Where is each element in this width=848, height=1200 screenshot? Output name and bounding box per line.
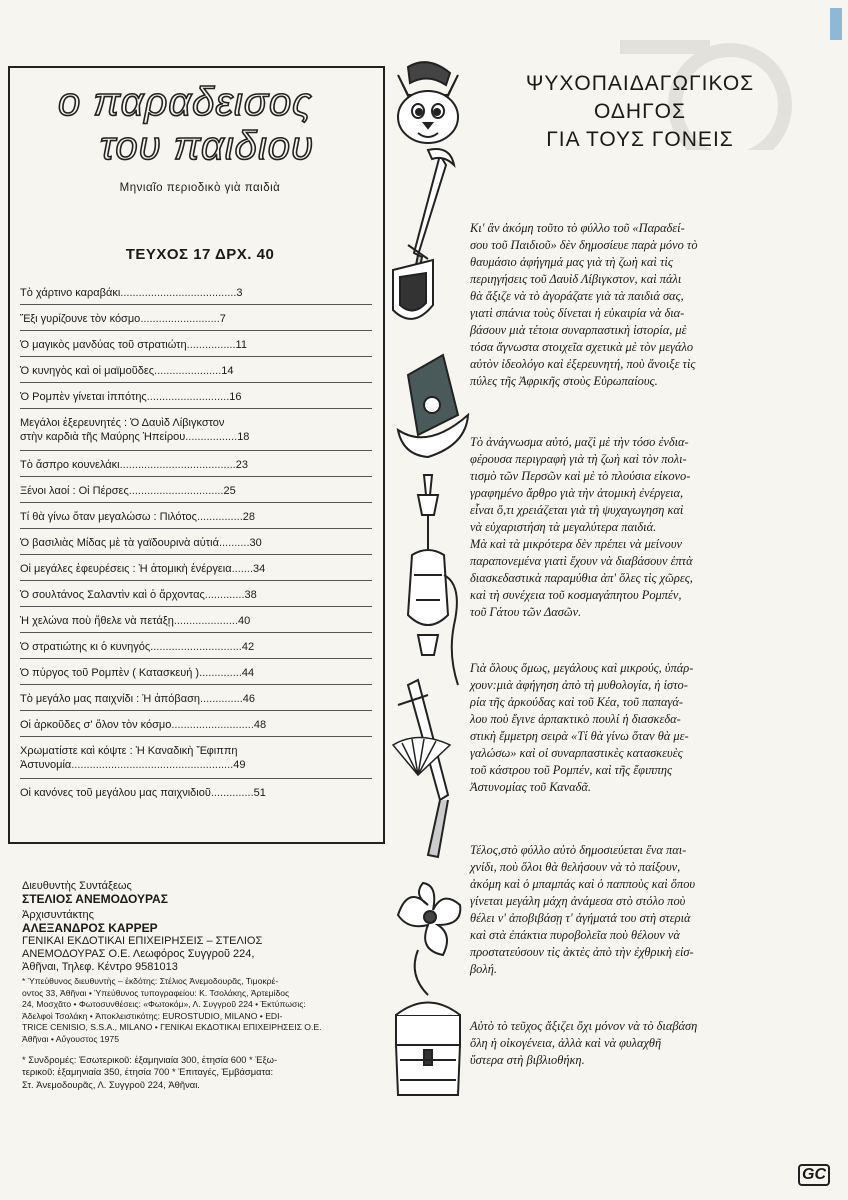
masthead-subtitle: Μηνιαῖο περιοδικὸ γιὰ παιδιὰ — [119, 182, 281, 194]
paragraph-line: ἀκόμη καὶ ὁ μπαμπάς καὶ ὁ παπποὺς καὶ ὅπου — [470, 877, 696, 891]
gc-mark: GC — [798, 1164, 830, 1186]
paragraph-line: διασκεδαστικὰ παραμύθια ἀπ' ὅλες τὶς χῶρες, — [470, 571, 693, 585]
publisher-line-3: Ἀθῆναι, Τηλεφ. Κέντρο 9581013 — [22, 961, 178, 973]
flower-icon — [398, 883, 460, 995]
paragraph-line: Κι' ἂν ἀκόμη τοῦτο τὸ φύλλο τοῦ «Παραδεί- — [470, 221, 685, 235]
toc-page-number: 30 — [249, 537, 262, 549]
toc-page-number: 23 — [235, 459, 248, 471]
toc-item — [20, 416, 372, 444]
subscription-line-2: τερικοῦ: ἐξαμηνιαία 350, ἐτησία 700 * Ἐπιταγές, Ἐμβάσματα: — [22, 1066, 274, 1078]
toc-title-continued: Ἀστυνομία — [20, 759, 72, 771]
subscription-line-3: Στ. Ἀνεμοδουρᾶς, Λ. Συγγροῦ 224, Ἀθῆναι. — [22, 1078, 200, 1090]
publisher-line-2: ΑΝΕΜΟΔΟΥΡΑΣ Ο.Ε. Λεωφόρος Συγγροῦ 224, — [22, 948, 255, 960]
paragraph-line: Τὸ ἀνάγνωσμα αὐτό, μαζὶ μὲ τὴν τόσο ἐνδια- — [470, 435, 689, 449]
toc-separator — [20, 356, 372, 357]
toc-separator — [20, 632, 372, 633]
paragraph-line: Μὰ καὶ τὰ μικρότερα δὲν πρέπει νὰ μείνουν — [470, 537, 683, 551]
toc-page-number: 48 — [253, 719, 267, 731]
toc-title: Ξένοι λαοί : Οἱ Πέρσες — [20, 485, 129, 497]
paragraph-line: λου ποὺ ἔγινε ἁρπακτικὸ πουλί ἡ διασκεδα- — [470, 712, 681, 726]
toc-title: Μεγάλοι ἐξερευνητές : Ὁ Δαυὶδ Λίβιγκστον — [20, 417, 225, 429]
imprint-line-1: * Ὑπεύθυνος διευθυντὴς – ἐκδότης: Στέλιος Ἀνεμοδουρᾶς, Τιμοκρέ- — [22, 976, 279, 986]
paragraph-line: ρία τῆς ἀρκούδας καὶ τοῦ Κέα, τοῦ παπαγά- — [470, 695, 683, 709]
toc-title: Ὁ μαγικὸς μανδύας τοῦ στρατιώτη — [20, 339, 187, 351]
chief-label: Ἀρχισυντάκτης — [22, 909, 94, 921]
paragraph-line: θαυμάσιο ἀφήγημά μας γιὰ τὴ ζωὴ καὶ τὶς — [470, 255, 673, 269]
toc-leader-dots: .............................. — [150, 641, 242, 653]
paragraph-line: τισμὸ τῶν Περσῶν καὶ μὲ τὸ πλούσια εἰκονο- — [470, 469, 691, 483]
toc-leader-dots: ............. — [204, 589, 245, 601]
toc-title: Τὸ ἄσπρο κουνελάκι — [20, 459, 120, 471]
guide-title-line-3: ΓΙΑ ΤΟΥΣ ΓΟΝΕΙΣ — [546, 128, 734, 151]
paragraph-2 — [470, 434, 810, 621]
toc-page-number: 7 — [219, 313, 226, 325]
masthead-line-2: του παιδιου — [100, 124, 315, 168]
toc-item — [20, 718, 372, 732]
editor-name: ΣΤΕΛΙΟΣ ΑΝΕΜΟΔΟΥΡΑΣ — [22, 892, 168, 906]
toc-leader-dots: ................ — [186, 339, 236, 351]
toc-leader-dots: ...................................... — [120, 287, 237, 299]
paragraph-line: βολή. — [470, 962, 497, 976]
toc-title: Χρωματίστε καὶ κόψτε : Ἡ Καναδικὴ Ἔφιππη — [20, 745, 238, 757]
toc-item — [20, 312, 372, 326]
paragraph-1 — [470, 220, 810, 390]
paragraph-line: γίνεται μεγάλη μάχη ἀνάμεσα στὸ στόλο ποὺ — [470, 894, 686, 908]
toc-page-number: 28 — [242, 511, 256, 523]
toc-leader-dots: .............. — [210, 787, 254, 799]
toc-item — [20, 484, 372, 498]
toc-separator — [20, 528, 372, 529]
cat-head-icon — [398, 62, 458, 143]
toc-leader-dots: ...................................... — [119, 459, 236, 471]
paragraph-line: χουν:μιὰ ἀφήγηση ἀπὸ τὴ μυθολογία, ἡ ἱστο- — [470, 678, 688, 692]
toc-leader-dots: ............................... — [128, 485, 224, 497]
paragraph-line: πύλες τῆς Ἀφρικῆς στοὺς Εὐρωπαίους. — [470, 374, 658, 388]
shield-icon — [393, 260, 433, 319]
toc-item — [20, 458, 372, 472]
paragraph-line: γαλώσω» καὶ οἱ συναρπαστικὲς κατασκευὲς — [470, 746, 683, 760]
paragraph-line: σου τοῦ Παιδιοῦ» δὲν δημοσίευε παρὰ μόνο τὸ — [470, 238, 698, 252]
masthead-line-1: ο παραδεισος — [58, 80, 313, 124]
subscription-line-1: * Συνδρομές: Ἐσωτερικοῦ: ἐξαμηνιαία 300, ἐτησία 600 * Ἐξω- — [22, 1053, 278, 1065]
toc-title: Ὁ πύργος τοῦ Ρομπὲν ( Κατασκευή ) — [20, 667, 200, 679]
toc-title: Ἔξι γυρίζουνε τὸν κόσμο — [20, 313, 141, 325]
toc-leader-dots: ....... — [231, 563, 254, 575]
toc-item — [20, 640, 372, 654]
toc-separator — [20, 684, 372, 685]
paragraph-line: φέρουσα περιγραφὴ γιὰ τὴ ζωὴ καὶ τὸν πολι- — [470, 452, 687, 466]
toc-page-number: 14 — [221, 365, 234, 377]
toc-separator — [20, 330, 372, 331]
paragraph-line: Αὐτὸ τὸ τεῦχος ἄξιζει ὄχι μόνον νὰ τὸ διαβάση — [470, 1019, 698, 1033]
treasure-chest-icon — [396, 1003, 460, 1096]
paragraph-line: προστατεύσουν τὶς ἀκτὲς ἀπὸ τὴν ἐχθρικὴ εἰσ- — [470, 945, 694, 959]
toc-title: Οἱ κανόνες τοῦ μεγάλου μας παιχνιδιοῦ — [20, 787, 211, 799]
toc-leader-dots: .......... — [218, 537, 250, 549]
toc-leader-dots: ..................................................... — [71, 759, 234, 771]
fez-hat-icon — [398, 355, 468, 457]
paragraph-line: θὰ ἄξιζε νὰ τὸ ἀγοράζατε γιὰ τὰ παιδιά σας, — [470, 289, 684, 303]
toc-title: Ὁ κυνηγὸς καὶ οἱ μαϊμοῦδες — [20, 365, 155, 377]
imprint-line-6: Ἀθῆναι • Αὔγουστος 1975 — [22, 1033, 119, 1044]
toc-title: Τί θὰ γίνω ὅταν μεγαλώσω : Πιλότος — [20, 511, 197, 523]
toc-separator — [20, 580, 372, 581]
toc-item — [20, 666, 372, 680]
toc-page-number: 18 — [237, 431, 250, 443]
paragraph-line: αὐτὸν ἰδεολόγο καὶ ἐξερευνητή, ποὺ ἄνοιξε τὶς — [470, 357, 696, 371]
toc-page-number: 16 — [229, 391, 242, 403]
toc-leader-dots: ...................... — [154, 365, 222, 377]
toc-leader-dots: ........................... — [171, 719, 254, 731]
toc-title: Ἡ χελώνα ποὺ ἤθελε νὰ πετάξῃ — [20, 615, 174, 627]
toc-leader-dots: ................. — [185, 431, 238, 443]
paragraph-line: καὶ στὰ ἐπάκτια πυροβολεῖα ποὺ θέλουν νὰ — [470, 928, 680, 942]
toc-leader-dots: ..................... — [173, 615, 238, 627]
paragraph-line: τοῦ κάστρου τοῦ Ρομπέν, καὶ τῆς ἔφιππης — [470, 763, 672, 777]
toc-title-continued: στὴν καρδιὰ τῆς Μαύρης Ἠπείρου — [20, 431, 186, 443]
paragraph-line: Γιὰ ὅλους ὅμως, μεγάλους καὶ μικρούς, ὑπάρ- — [470, 661, 694, 675]
decorative-illustrations — [388, 55, 470, 1125]
chief-name: ΑΛΕΞΑΝΔΡΟΣ ΚΑΡΡΕΡ — [22, 921, 158, 935]
toc-item — [20, 390, 372, 404]
guide-title — [470, 70, 810, 154]
toc-leader-dots: ........................... — [146, 391, 230, 403]
toc-title: Ὁ στρατιώτης κι ὁ κυνηγός — [20, 641, 151, 653]
imprint-line-4: Ἀδελφοὶ Τσολάκη • Ἀποκλειστικότης: EUROSTUDIO, MILANO • EDI- — [22, 1010, 283, 1021]
credits — [22, 880, 382, 1091]
paragraph-line: γραφημένο ἄρθρο γιὰ τὴν ἀτομικὴ ἐνέργεια, — [470, 486, 684, 500]
toc-separator — [20, 450, 372, 451]
toc-item — [20, 510, 372, 524]
toc-separator — [20, 502, 372, 503]
toc-separator — [20, 476, 372, 477]
guide-title-line-2: ΟΔΗΓΟΣ — [594, 100, 686, 123]
toc-page-number: 25 — [223, 485, 236, 497]
paragraph-line: Ἀστυνομίας τοῦ Καναδᾶ. — [470, 780, 591, 794]
toc-title: Ὁ Ρομπὲν γίνεται ἱππότης — [20, 391, 147, 403]
toc-item — [20, 536, 372, 550]
toc-item — [20, 692, 372, 706]
paragraph-line: θέλει ν' ἀποβιβάσῃ τ' ἀγήματά του στὴ στεριὰ — [470, 911, 691, 925]
toc-title: Ὁ σουλτάνος Σαλαντὶν καὶ ὁ ἄρχοντας — [20, 589, 205, 601]
publisher-line-1: ΓΕΝΙΚΑΙ ΕΚΔΟΤΙΚΑΙ ΕΠΙΧΕΙΡΗΣΕΙΣ – ΣΤΕΛΙΟΣ — [22, 935, 263, 947]
toc-leader-dots: ............... — [196, 511, 243, 523]
paragraph-line: νὰ εὐχαριστήση τὰ μεγαλύτερα παιδιά. — [470, 520, 657, 534]
toc-separator — [20, 710, 372, 711]
toc-item — [20, 364, 372, 378]
issue-number: ΤΕΥΧΟΣ 17 ΔΡΧ. 40 — [125, 246, 275, 263]
paragraph-line: τοῦ Γάτου τῶν Δασῶν. — [470, 605, 582, 619]
imprint-line-5: TRICE CENISIO, S.S.A., MILANO • ΓΕΝΙΚΑΙ ΕΚΔΟΤΙΚΑΙ ΕΠΙΧΕΙΡΗΣΕΙΣ Ο.Ε. — [22, 1022, 322, 1033]
toc-separator — [20, 304, 372, 305]
toc-separator — [20, 658, 372, 659]
toc-page-number: 3 — [236, 287, 243, 299]
paragraph-3 — [470, 660, 810, 796]
toc-page-number: 34 — [253, 563, 266, 575]
toc-separator — [20, 606, 372, 607]
toc-item — [20, 786, 372, 800]
toc-page-number: 44 — [241, 667, 255, 679]
toc-item — [20, 338, 372, 352]
toc-page-number: 51 — [253, 787, 266, 799]
imprint-line-3: 24, Μοσχᾶτο • Φωτοσυνθέσεις: «Φωτοκόμ», Λ. Συγγροῦ 224 • Ἐκτύπωσις: — [22, 999, 306, 1010]
editor-label: Διευθυντὴς Συντάξεως — [22, 880, 132, 892]
paragraph-line: γιατὶ σπάνια τοὺς δίνεται ἡ εὐκαιρία νὰ δια- — [470, 306, 685, 320]
toc-item — [20, 614, 372, 628]
toc-page-number: 42 — [241, 641, 255, 653]
toc-separator — [20, 408, 372, 409]
hookah-icon — [408, 475, 458, 685]
toc-title: Οἱ μεγάλες ἐφευρέσεις : Ἡ ἀτομικὴ ἐνέργεια — [20, 563, 232, 575]
toc-separator — [20, 554, 372, 555]
toc-page-number: 40 — [238, 615, 251, 627]
paragraph-5 — [470, 1018, 810, 1069]
guide-title-line-1: ΨΥΧΟΠΑΙΔΑΓΩΓΙΚΟΣ — [525, 72, 755, 95]
toc-title: Τὸ χάρτινο καραβάκι — [20, 287, 121, 299]
toc-title: Ὁ βασιλιὰς Μίδας μὲ τὰ γαϊδουρινὰ αὐτιά — [20, 537, 219, 549]
paragraph-4 — [470, 842, 810, 978]
paragraph-line: βάσουν μιὰ τέτοια συναρπαστικὴ ἱστορία, μὲ — [470, 323, 687, 337]
toc-item — [20, 562, 372, 576]
toc-item — [20, 286, 372, 300]
toc-page-number: 46 — [242, 693, 256, 705]
paragraph-line: τόσα ἄγνωστα στοιχεῖα σχετικὰ μὲ τὸν μεγάλο — [470, 340, 694, 354]
paragraph-line: χνίδι, ποὺ ὅλοι θὰ θελήσουν νὰ τὸ παίξουν, — [470, 860, 681, 874]
paragraph-line: παραπονεμένα γιατὶ ἔχουν νὰ διαβάσουν ἑπτὰ — [470, 554, 693, 568]
toc-leader-dots: .............. — [199, 693, 243, 705]
toc-item — [20, 744, 372, 772]
paragraph-line: ὅλη ἡ οἰκογένεια, ἀλλὰ καὶ νὰ φυλαχθῆ — [470, 1036, 662, 1050]
toc-page-number: 38 — [244, 589, 257, 601]
toc-leader-dots: .......................... — [140, 313, 220, 325]
paragraph-line: καὶ τὴ συνέχεια τοῦ κοσμαγάπητου Ρομπέν, — [470, 588, 682, 602]
toc-title: Οἱ ἀρκοῦδες σ' ὅλον τὸν κόσμο — [20, 719, 172, 731]
paragraph-line: στικὴ ἔμμετρη σειρὰ «Τί θὰ γίνω ὅταν θὰ με- — [470, 729, 689, 743]
toc-item — [20, 588, 372, 602]
imprint-line-2: οντος 33, Ἀθῆναι • Ὑπεύθυνος τυπογραφείου: Κ. Τσολάκης, Ἀρτεμίδος — [22, 987, 290, 998]
toc-title: Τὸ μεγάλο μας παιχνίδι : Ἡ ἀπόβαση — [20, 693, 200, 705]
toc-separator — [20, 736, 372, 737]
paragraph-line: εἶναι ὅ,τι χρειάζεται γιὰ τὴ ψυχαγωγηση καὶ — [470, 503, 684, 517]
toc-separator — [20, 778, 372, 779]
masthead — [58, 80, 358, 168]
toc-page-number: 49 — [233, 759, 246, 771]
paragraph-line: περιηγήσεις τοῦ Δαυὶδ Λίβιγκστον, καὶ πάλι — [470, 272, 682, 286]
toc-leader-dots: .............. — [199, 667, 242, 679]
paragraph-line: ὕστερα στὴ βιβλιοθήκη. — [470, 1053, 585, 1067]
toc-page-number: 11 — [235, 339, 247, 351]
paragraph-line: Τέλος,στὸ φύλλο αὐτὸ δημοσιεύεται ἕνα παι- — [470, 843, 687, 857]
toc-separator — [20, 382, 372, 383]
